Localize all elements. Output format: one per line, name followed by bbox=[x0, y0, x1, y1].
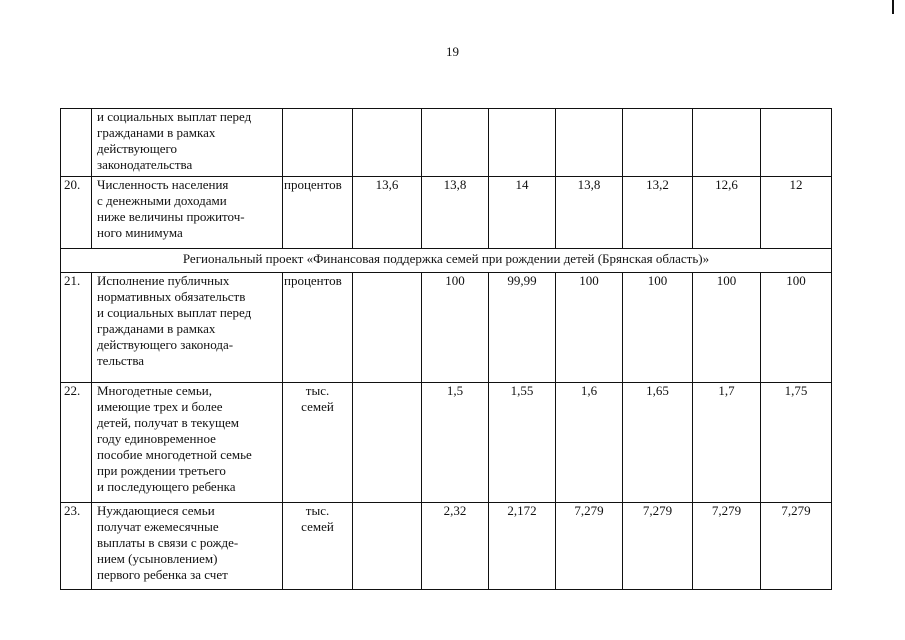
name-line: гражданами в рамках bbox=[97, 321, 216, 336]
value-cell bbox=[489, 109, 556, 177]
value-cell: 7,279 bbox=[556, 503, 623, 590]
value-cell bbox=[422, 109, 489, 177]
name-line: имеющие трех и более bbox=[97, 399, 223, 414]
value-cell: 12 bbox=[761, 177, 832, 249]
value-cell bbox=[623, 109, 693, 177]
value-cell bbox=[761, 109, 832, 177]
name-line: выплаты в связи с рожде- bbox=[97, 535, 239, 550]
unit-cell: тыс. семей bbox=[283, 383, 353, 503]
name-line: Нуждающиеся семьи bbox=[97, 503, 215, 518]
name-line: году единовременное bbox=[97, 431, 216, 446]
name-line: ного минимума bbox=[97, 225, 183, 240]
value-cell: 13,8 bbox=[556, 177, 623, 249]
row-number bbox=[61, 109, 92, 177]
name-line: пособие многодетной семье bbox=[97, 447, 252, 462]
value-cell: 1,7 bbox=[693, 383, 761, 503]
name-line: действующего bbox=[97, 141, 177, 156]
name-line: действующего законода- bbox=[97, 337, 234, 352]
value-cell: 1,75 bbox=[761, 383, 832, 503]
name-line: и социальных выплат перед bbox=[97, 109, 252, 124]
name-line: нием (усыновлением) bbox=[97, 551, 218, 566]
value-cell: 100 bbox=[761, 273, 832, 383]
value-cell: 1,55 bbox=[489, 383, 556, 503]
value-cell: 100 bbox=[693, 273, 761, 383]
name-line: Многодетные семьи, bbox=[97, 383, 212, 398]
name-line: законодательства bbox=[97, 157, 193, 172]
value-cell: 99,99 bbox=[489, 273, 556, 383]
value-cell bbox=[353, 503, 422, 590]
table-row bbox=[61, 177, 832, 249]
unit-cell: тыс. семей bbox=[283, 503, 353, 590]
row-number: 21. bbox=[61, 273, 92, 383]
row-number: 20. bbox=[61, 177, 92, 249]
value-cell: 13,8 bbox=[422, 177, 489, 249]
table-row bbox=[61, 109, 832, 177]
indicator-name bbox=[92, 383, 283, 503]
section-title: Региональный проект «Финансовая поддержка семей при рождении детей (Брянская область)» bbox=[61, 249, 832, 273]
value-cell: 100 bbox=[422, 273, 489, 383]
name-line: и социальных выплат перед bbox=[97, 305, 252, 320]
name-line: ниже величины прожиточ- bbox=[97, 209, 245, 224]
value-cell: 1,65 bbox=[623, 383, 693, 503]
value-cell: 13,2 bbox=[623, 177, 693, 249]
indicator-name bbox=[92, 273, 283, 383]
value-cell: 7,279 bbox=[761, 503, 832, 590]
name-line: с денежными доходами bbox=[97, 193, 227, 208]
unit-cell: процентов bbox=[283, 177, 353, 249]
table-row bbox=[61, 273, 832, 383]
value-cell bbox=[353, 109, 422, 177]
value-cell: 100 bbox=[623, 273, 693, 383]
value-cell: 7,279 bbox=[623, 503, 693, 590]
section-row bbox=[61, 249, 832, 273]
value-cell: 100 bbox=[556, 273, 623, 383]
value-cell: 2,32 bbox=[422, 503, 489, 590]
value-cell bbox=[353, 273, 422, 383]
name-line: при рождении третьего bbox=[97, 463, 226, 478]
value-cell bbox=[353, 383, 422, 503]
name-line: гражданами в рамках bbox=[97, 125, 216, 140]
table-row bbox=[61, 503, 832, 590]
value-cell bbox=[556, 109, 623, 177]
name-line: тельства bbox=[97, 353, 145, 368]
indicator-name bbox=[92, 109, 283, 177]
unit-cell bbox=[283, 109, 353, 177]
name-line: Исполнение публичных bbox=[97, 273, 230, 288]
indicator-name bbox=[92, 177, 283, 249]
value-cell: 1,6 bbox=[556, 383, 623, 503]
indicators-table bbox=[60, 108, 832, 590]
name-line: первого ребенка за счет bbox=[97, 567, 228, 582]
name-line: нормативных обязательств bbox=[97, 289, 246, 304]
row-number: 23. bbox=[61, 503, 92, 590]
row-number: 22. bbox=[61, 383, 92, 503]
value-cell: 12,6 bbox=[693, 177, 761, 249]
edge-mark bbox=[892, 0, 894, 14]
value-cell: 2,172 bbox=[489, 503, 556, 590]
page-number: 19 bbox=[446, 44, 459, 59]
name-line: Численность населения bbox=[97, 177, 229, 192]
value-cell: 14 bbox=[489, 177, 556, 249]
indicator-name bbox=[92, 503, 283, 590]
name-line: детей, получат в текущем bbox=[97, 415, 239, 430]
name-line: получат ежемесячные bbox=[97, 519, 219, 534]
value-cell: 1,5 bbox=[422, 383, 489, 503]
name-line: и последующего ребенка bbox=[97, 479, 236, 494]
value-cell: 13,6 bbox=[353, 177, 422, 249]
value-cell bbox=[693, 109, 761, 177]
value-cell: 7,279 bbox=[693, 503, 761, 590]
table-row bbox=[61, 383, 832, 503]
unit-cell: процентов bbox=[283, 273, 353, 383]
